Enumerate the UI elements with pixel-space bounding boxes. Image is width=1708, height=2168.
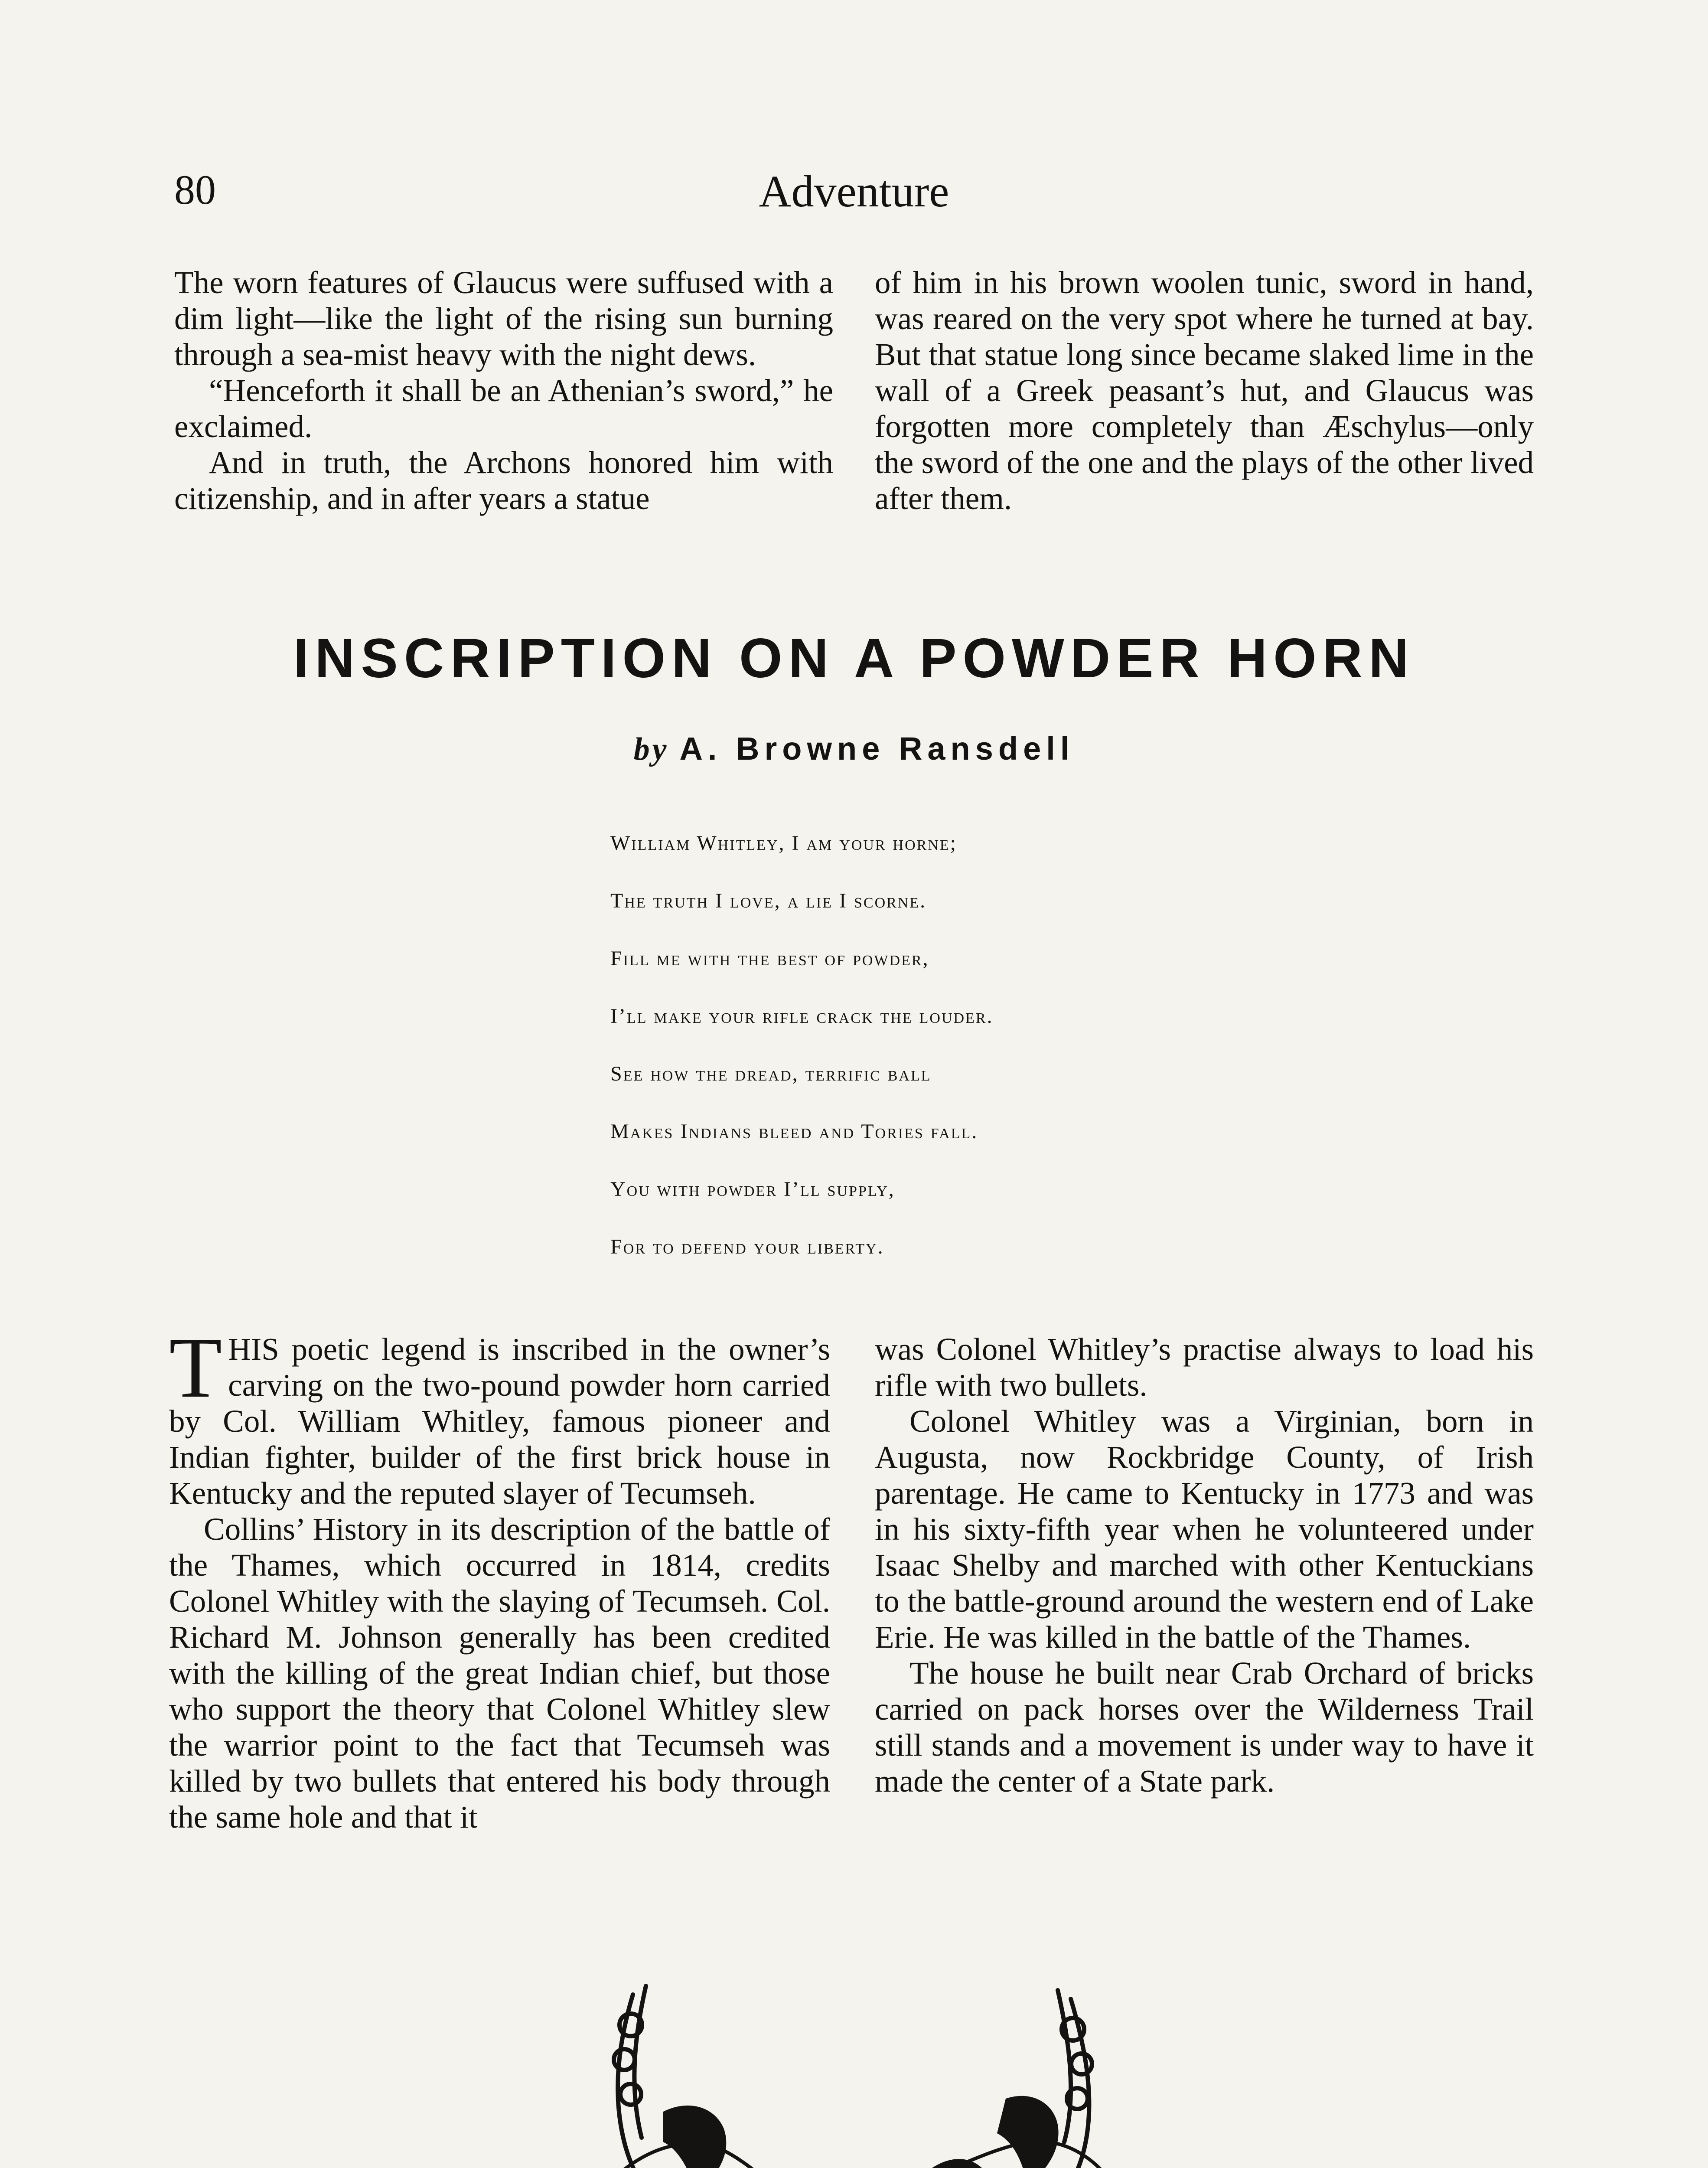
running-header: Adventure: [759, 167, 949, 216]
poem-line: I’ll make your rifle crack the louder.: [610, 1005, 994, 1028]
poem-line: You with powder I’ll supply,: [610, 1178, 895, 1201]
paragraph: The worn features of Glaucus were suffused with a dim light—like the light of the rising sun burning through a sea-mist heavy with the night dews.: [174, 265, 833, 372]
drop-cap: T: [169, 1320, 222, 1416]
poem-line: For to defend your liberty.: [610, 1235, 884, 1258]
article-column-left: [169, 1320, 830, 1835]
page-number: 80: [174, 167, 216, 213]
article-title: INSCRIPTION ON A POWDER HORN: [293, 627, 1415, 689]
byline: [0, 733, 1708, 765]
paragraph: The house he built near Crab Orchard of bricks carried on pack horses over the Wilderness Trail still stands and a movement is under way to have it made the center of a State park.: [875, 1655, 1534, 1799]
paragraph: “Henceforth it shall be an Athenian’s sword,” he exclaimed.: [174, 373, 833, 444]
poem-line: Fill me with the best of powder,: [610, 947, 929, 970]
article-column-right: [875, 1331, 1534, 1799]
paragraph: [169, 1320, 830, 1511]
decorative-garland-illustration: [559, 1969, 1149, 2168]
paragraph: Colonel Whitley was a Virginian, born in Augusta, now Rockbridge County, of Irish parentage. He came to Kentucky in 1773 and was in his sixty-fifth year when he volunteered under Isaac Shelby and marched with other Kentuckians to the battle-ground around the western end of Lake Erie. He was killed in the battle of the Thames.: [875, 1404, 1534, 1655]
paragraph-text: HIS poetic legend is inscribed in the owner’s carving on the two-pound powder horn carried by Col. William Whitley, famous pioneer and Indian fighter, builder of the first brick house in Kentucky and the reputed slayer of Tecumseh.: [169, 1332, 830, 1511]
poem-line: William Whitley, I am your horne;: [610, 832, 957, 855]
paragraph: was Colonel Whitley’s practise always to load his rifle with two bullets.: [875, 1332, 1534, 1403]
poem-inscription: [610, 826, 1217, 1287]
byline-prefix: by: [633, 731, 669, 767]
byline-author: A. Browne Ransdell: [679, 731, 1075, 767]
poem-line: The truth I love, a lie I scorne.: [610, 889, 927, 912]
paragraph: of him in his brown woolen tunic, sword in hand, was reared on the very spot where he turned at bay. But that statue long since became slaked lime in the wall of a Greek peasant’s hut, and Glaucus was forgotten more completely than Æschylus—only the sword of the one and the plays of the other lived after them.: [875, 265, 1534, 516]
prev-story-column-left: [174, 264, 833, 516]
prev-story-column-right: [875, 264, 1534, 516]
paragraph: And in truth, the Archons honored him with citizenship, and in after years a statue: [174, 445, 833, 516]
paragraph: Collins’ History in its description of the battle of the Thames, which occurred in 1814, credits Colonel Whitley with the slaying of Tecumseh. Col. Richard M. Johnson generally has been credited with the killing of the great Indian chief, but those who support the theory that Colonel Whitley slew the warrior point to the fact that Tecumseh was killed by two bullets that entered his body through the same hole and that it: [169, 1512, 830, 1835]
poem-line: See how the dread, terrific ball: [610, 1062, 932, 1085]
poem-line: Makes Indians bleed and Tories fall.: [610, 1120, 978, 1143]
